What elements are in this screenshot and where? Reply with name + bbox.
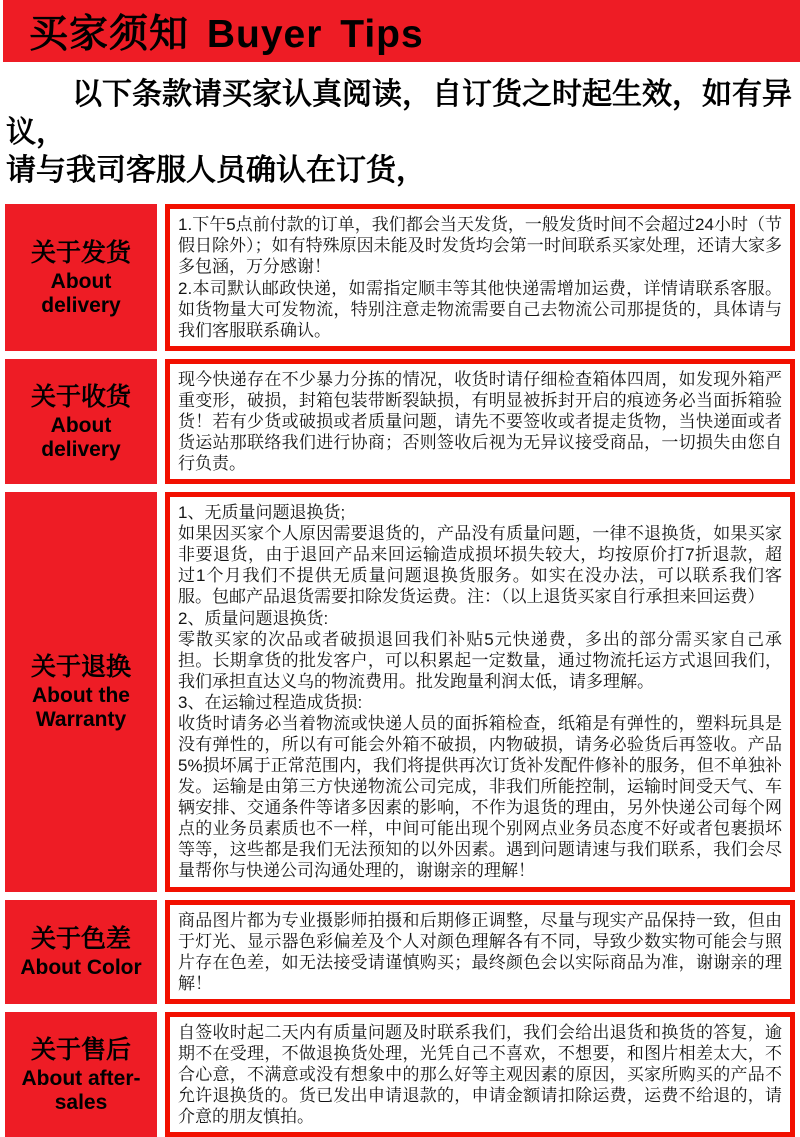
section-receiving bbox=[5, 359, 795, 484]
section-label-en: About after-sales bbox=[21, 1066, 141, 1114]
section-warranty-label bbox=[5, 492, 157, 891]
intro-line-1: 以下条款请买家认真阅读，自订货之时起生效，如有异议， bbox=[6, 78, 792, 150]
paragraph: 1、无质量问题退换货; bbox=[178, 503, 346, 523]
section-label-en: About the Warranty bbox=[32, 683, 130, 732]
section-color-label bbox=[5, 900, 157, 1004]
paragraph: 1.下午5点前付款的订单，我们都会当天发货，一般发货时间不会超过24小时（节假日除外）；如有特殊原因未能及时发货均会第一时间联系买家处理，还请大家多多包涵，万分感谢！ bbox=[178, 215, 782, 277]
section-label-zh: 关于收货 bbox=[30, 383, 131, 412]
section-label-en: About Color bbox=[20, 955, 142, 979]
page-title: 买家须知 Buyer Tips bbox=[29, 13, 424, 56]
section-label-zh: 关于发货 bbox=[30, 239, 131, 268]
section-label-en: About delivery bbox=[41, 269, 121, 317]
section-warranty-content bbox=[165, 492, 795, 891]
section-color bbox=[5, 900, 795, 1004]
section-warranty bbox=[5, 492, 795, 891]
section-label-zh: 关于色差 bbox=[30, 925, 131, 954]
section-receiving-content bbox=[165, 359, 795, 484]
section-label-en: About delivery bbox=[41, 413, 121, 461]
section-label-zh: 关于退换 bbox=[30, 653, 131, 682]
section-color-content bbox=[165, 900, 795, 1004]
section-after-sales-label bbox=[5, 1012, 157, 1137]
paragraph: 收货时请务必当着物流或快递人员的面拆箱检查，纸箱是有弹性的，塑料玩具是没有弹性的，所以有可能会外箱不破损，内物破损，请务必验货后再签收。产品5%损坏属于正常范围内，我们将提供再次订货补发配件修补的服务，但不单独补发。运输是由第三方快递物流公司完成，非我们所能控制，运输时间受天气、车辆安排、交通条件等诸多因素的影响，不作为退货的理由，另外快递公司每个网点的业务员素质也不一样，中间可能出现个别网点业务员态度不好或者包裹损坏等等，这些都是我们无法预知的以外因素。遇到问题请速与我们联系，我们会尽量帮你与快递公司沟通处理的，谢谢亲的理解！ bbox=[178, 713, 782, 881]
paragraph: 2、质量问题退换货: bbox=[178, 608, 329, 628]
section-label-zh: 关于售后 bbox=[30, 1036, 131, 1065]
page-header bbox=[3, 0, 800, 62]
paragraph: 如果因买家个人原因需要退货的，产品没有质量问题，一律不退换货，如果买家非要退货，由于退回产品来回运输造成损坏损失较大，均按原价打7折退款，超过1个月我们不提供无质量问题退换货服务。如实在没办法，可以联系我们客服。包邮产品退货需要扣除发货运费。注：（以上退货买家自行承担来回运费） bbox=[178, 524, 782, 607]
section-shipping-label bbox=[5, 204, 157, 350]
intro-line-2: 请与我司客服人员确认在订货， bbox=[6, 154, 426, 188]
intro-text bbox=[0, 62, 800, 196]
paragraph: 现今快递存在不少暴力分拣的情况，收货时请仔细检查箱体四周，如发现外箱严重变形，破损，封箱包装带断裂缺损，有明显被拆封开启的痕迹务必当面拆箱验货！若有少货或破损或者质量问题，请先不要签收或者提走货物，当快递面或者货运站那联络我们进行协商；否则签收后视为无异议接受商品，一切损失由您自行负责。 bbox=[178, 369, 782, 474]
section-receiving-label bbox=[5, 359, 157, 484]
paragraph: 商品图片都为专业摄影师拍摄和后期修正调整，尽量与现实产品保持一致，但由于灯光、显示器色彩偏差及个人对颜色理解各有不同，导致少数实物可能会与照片存在色差，如无法接受请谨慎购买；最终颜色会以实际商品为准，谢谢亲的理解！ bbox=[178, 910, 782, 993]
section-shipping-content bbox=[165, 204, 795, 350]
paragraph: 零散买家的次品或者破损退回我们补贴5元快递费，多出的部分需买家自己承担。长期拿货的批发客户，可以积累起一定数量，通过物流托运方式退回我们，我们承担直达义乌的物流费用。批发跑量利润太低，请多理解。 bbox=[178, 629, 782, 691]
paragraph: 3、在运输过程造成货损: bbox=[178, 692, 363, 712]
section-after-sales bbox=[5, 1012, 795, 1137]
paragraph: 2.本司默认邮政快递，如需指定顺丰等其他快递需增加运费，详情请联系客服。如货物量大可发物流，特别注意走物流需要自己去物流公司那提货的，具体请与我们客服联系确认。 bbox=[178, 278, 782, 340]
section-after-sales-content bbox=[165, 1012, 795, 1137]
section-shipping bbox=[5, 204, 795, 350]
paragraph: 自签收时起二天内有质量问题及时联系我们，我们会给出退货和换货的答复，逾期不在受理，不做退换货处理，光凭自己不喜欢，不想要，和图片相差太大，不合心意，不满意或没有想象中的那么好等主观因素的原因，买家所购买的产品不允许退换货的。货已发出申请退款的，申请金额请扣除运费，运费不给退的，请介意的朋友慎拍。 bbox=[178, 1022, 782, 1127]
